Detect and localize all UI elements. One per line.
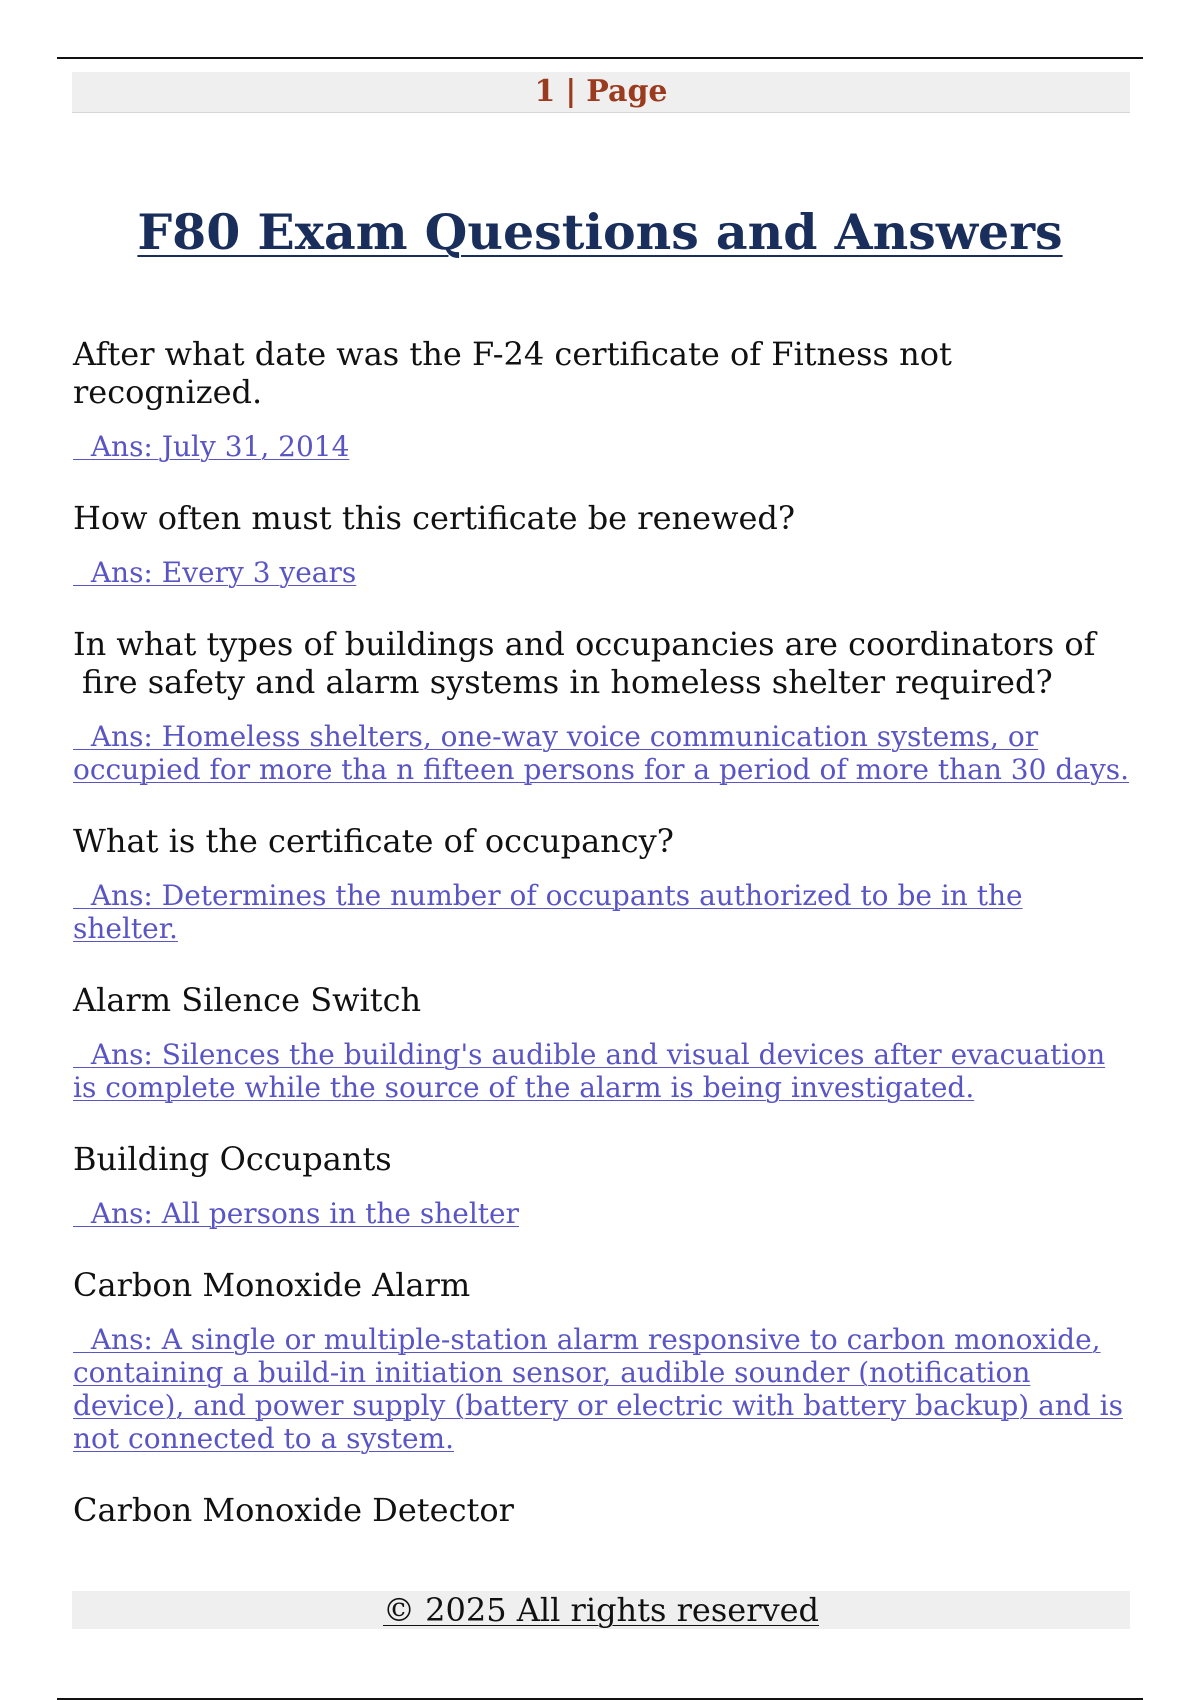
qa-item [73,981,1135,1104]
qa-item [73,1266,1135,1455]
answer-text: Ans: Determines the number of occupants authorized to be in the shelter. [73,879,1023,945]
page-label: Page [586,74,668,109]
question-text: What is the certificate of occupancy? [73,822,674,860]
copyright-text: © 2025 All rights reserved [383,1591,819,1629]
qa-item [73,1491,1135,1529]
question-text: Building Occupants [73,1140,392,1178]
qa-item [73,822,1135,945]
qa-item [73,335,1135,463]
qa-item [73,625,1135,786]
answer-text: Ans: Every 3 years [90,556,357,589]
answer-text: Ans: July 31, 2014 [90,430,350,463]
answer-text: Ans: Silences the building's audible and visual devices after evacuation is complete while the source of the alarm is being investigated. [73,1038,1106,1104]
answer-text: Ans: Homeless shelters, one-way voice communication systems, or occupied for more tha n fifteen persons for a period of more than 30 days. [73,720,1130,786]
question-text: Alarm Silence Switch [73,981,422,1019]
question-text: After what date was the F-24 certificate of Fitness not recognized. [73,335,952,411]
header-separator: | [565,74,577,109]
qa-item [73,1140,1135,1230]
page-footer [72,1591,1130,1629]
document-title: F80 Exam Questions and Answers [137,203,1063,261]
qa-item [73,499,1135,589]
answer-text: Ans: A single or multiple-station alarm responsive to carbon monoxide, containing a build-in initiation sensor, audible sounder (notification device), and power supply (battery or electric with battery backup) and is not connected to a system. [73,1323,1123,1455]
answer-text: Ans: All persons in the shelter [90,1197,519,1230]
top-rule [57,57,1143,59]
page-number: 1 [534,74,556,109]
page-header [72,72,1130,113]
question-text: Carbon Monoxide Alarm [73,1266,471,1304]
question-text: In what types of buildings and occupancies are coordinators of fire safety and alarm systems in homeless shelter required? [73,625,1096,701]
qa-list [73,335,1135,1529]
question-text: Carbon Monoxide Detector [73,1491,514,1529]
question-text: How often must this certificate be renewed? [73,499,796,537]
